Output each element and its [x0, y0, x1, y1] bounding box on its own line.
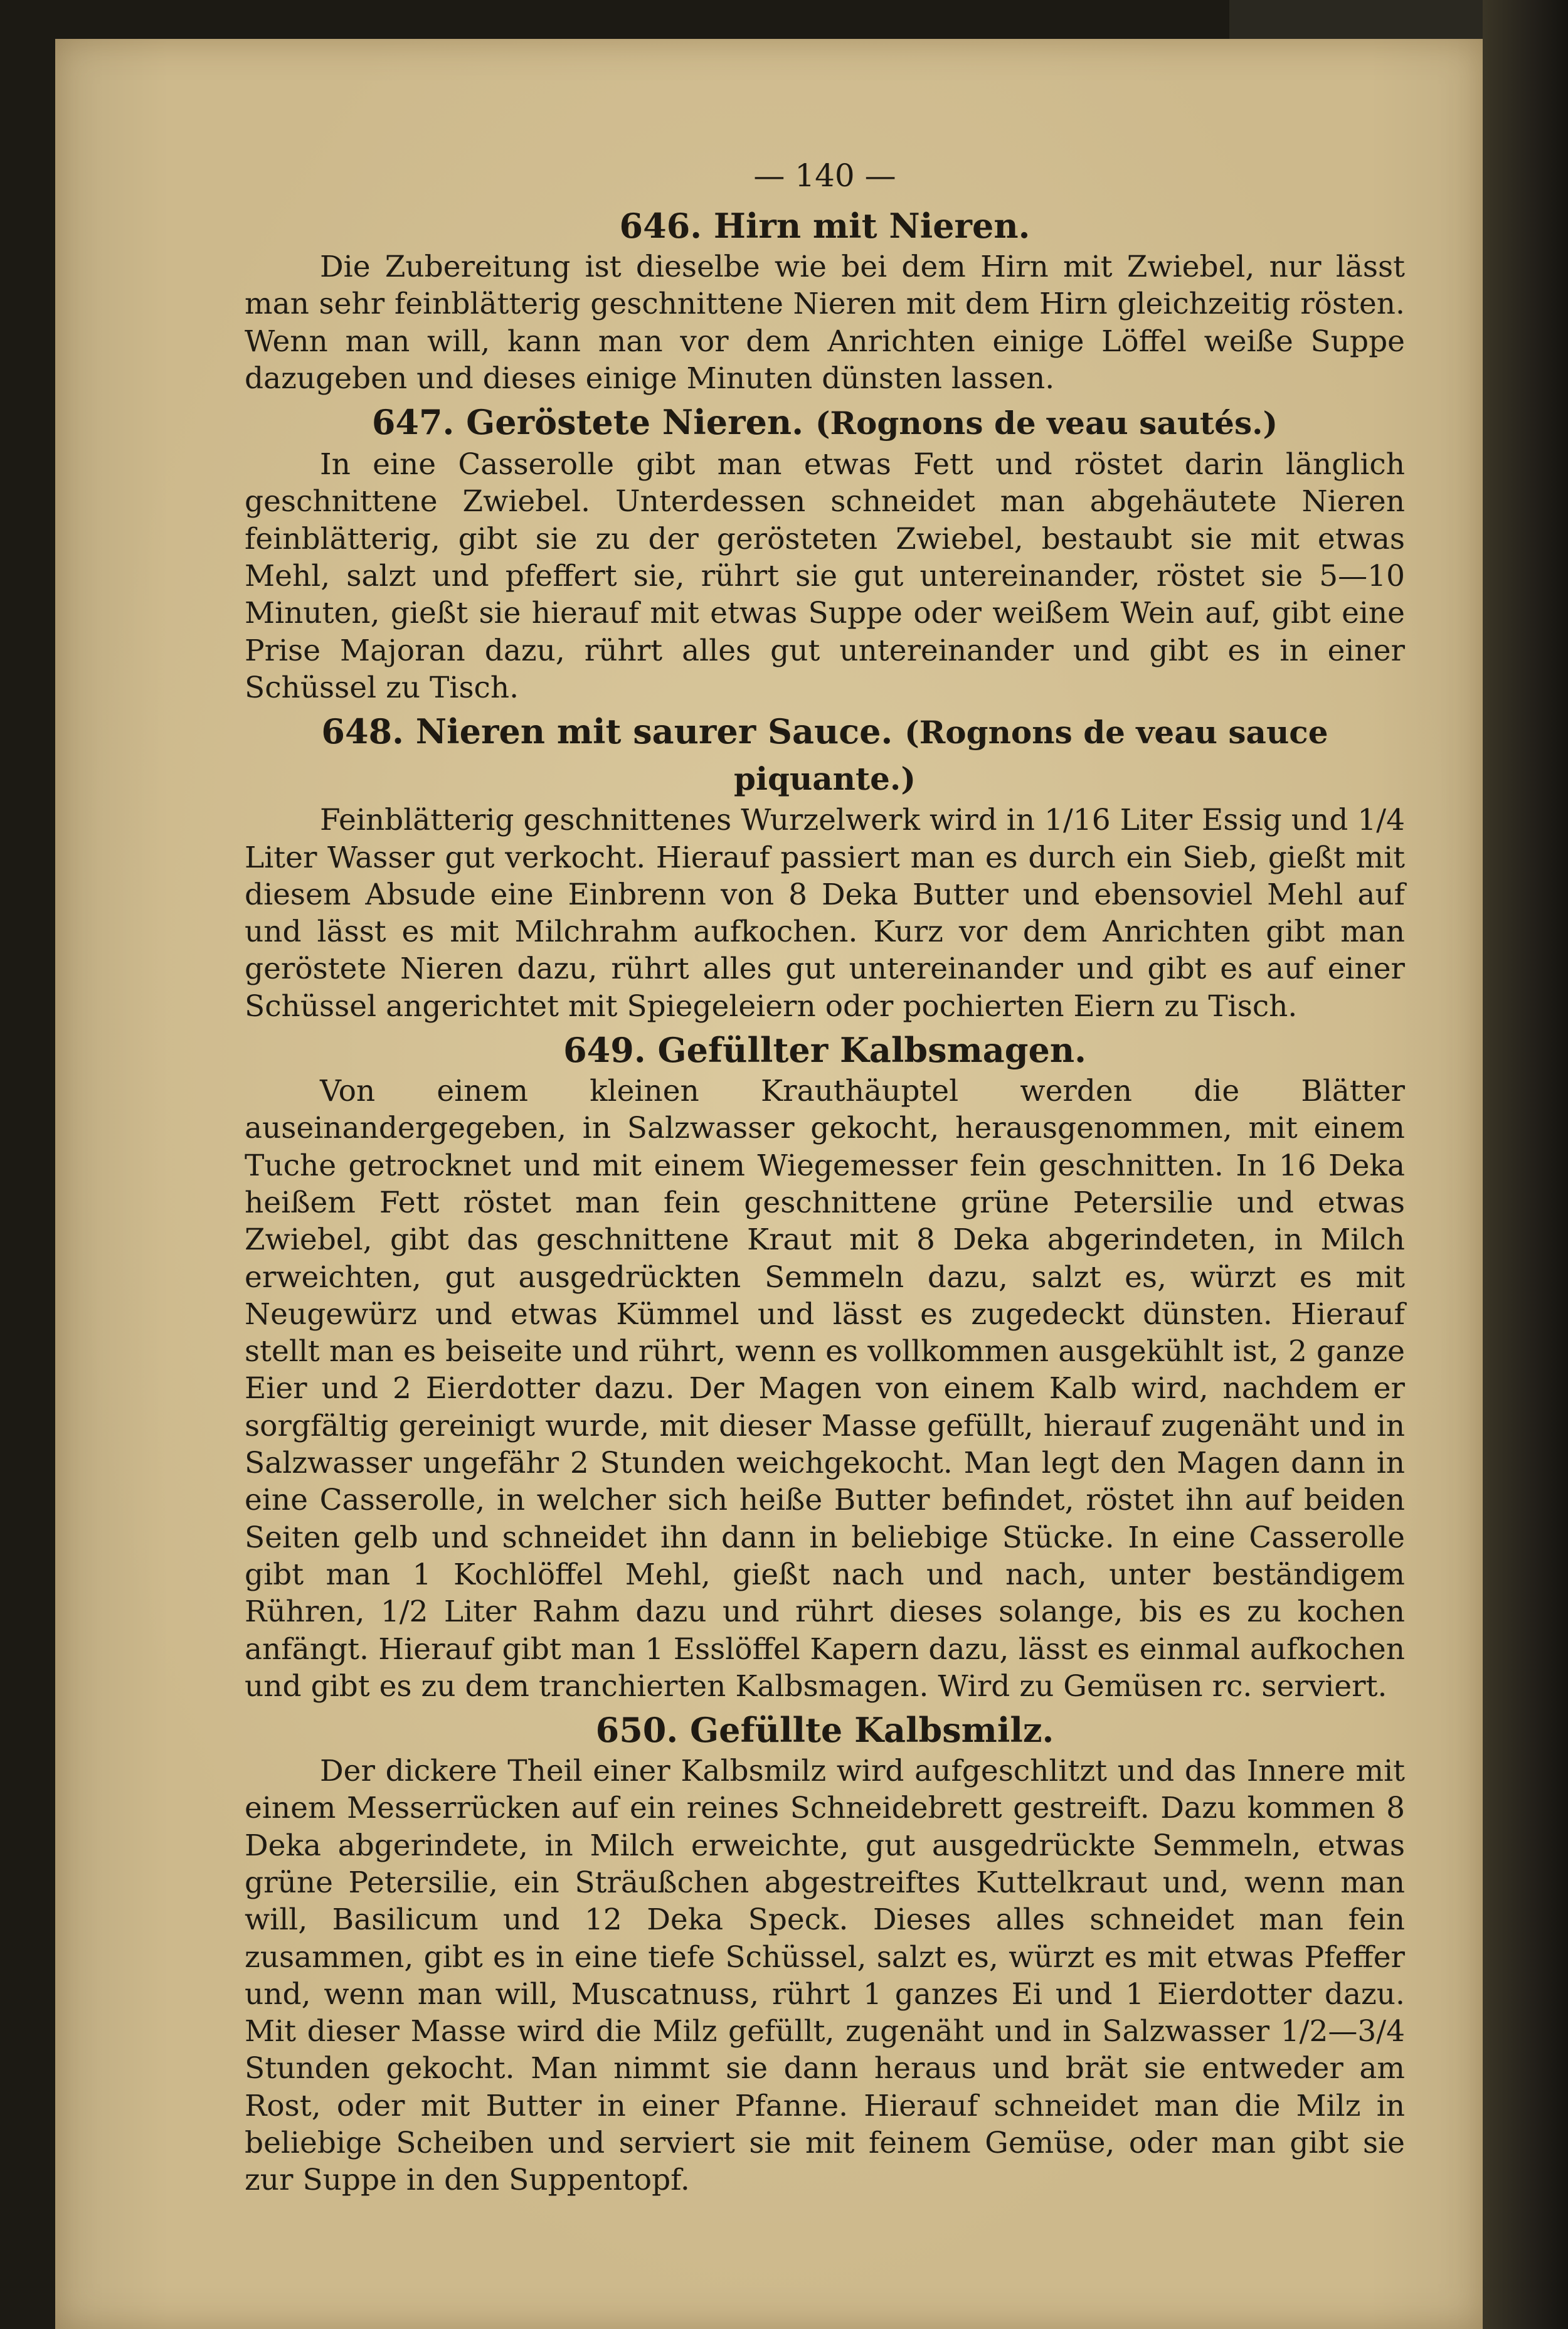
recipe-number: 649.	[563, 1030, 646, 1071]
page-number: — 140 —	[753, 157, 896, 194]
recipe-text: Feinblätterig geschnittenes Wurzelwerk wird in 1/16 Liter Essig und 1/4 Liter Wasser gut verkocht. Hierauf passiert man es durch ein Sieb, gießt mit diesem Absude eine Einbrenn von 8 Deka Butter und ebensoviel Mehl auf und lässt es mit Milchrahm aufkochen. Kurz vor dem Anrichten gibt man geröstete Nieren dazu, rührt alles gut untereinander und gibt es auf einer Schüssel angerichtet mit Spiegeleiern oder pochierten Eiern zu Tisch.	[245, 803, 1405, 1024]
recipe-name: Nieren mit saurer Sauce.	[415, 711, 893, 752]
recipe-title	[245, 709, 1405, 802]
recipe-title	[245, 1707, 1405, 1753]
recipe-french-name: (Rognons de veau sautés.)	[815, 405, 1278, 442]
scan-edge-right	[1483, 0, 1568, 2329]
recipe-name: Gefüllter Kalbsmagen.	[657, 1030, 1086, 1071]
recipe-text: Von einem kleinen Krauthäuptel werden die Blätter auseinandergegeben, in Salzwasser gekocht, herausgenommen, mit einem Tuche getrocknet und mit einem Wiegemesser fein geschnitten. In 16 Deka heißem Fett röstet man fein geschnittene grüne Petersilie und etwas Zwiebel, gibt das geschnittene Kraut mit 8 Deka abgerindeten, in Milch erweichten, gut ausgedrückten Semmeln dazu, salzt es, würzt es mit Neugewürz und etwas Kümmel und lässt es zugedeckt dünsten. Hierauf stellt man es beiseite und rührt, wenn es vollkommen ausgekühlt ist, 2 ganze Eier und 2 Eierdotter dazu. Der Magen von einem Kalb wird, nachdem er sorgfältig gereinigt wurde, mit dieser Masse gefüllt, hierauf zugenäht und in Salzwasser ungefähr 2 Stunden weichgekocht. Man legt den Magen dann in eine Casserolle, in welcher sich heiße Butter befindet, röstet ihn auf beiden Seiten gelb und schneidet ihn dann in beliebige Stücke. In eine Casserolle gibt man 1 Kochlöffel Mehl, gießt nach und nach, unter beständigem Rühren, 1/2 Liter Rahm dazu und rührt dieses solange, bis es zu kochen anfängt. Hierauf gibt man 1 Esslöffel Kapern dazu, lässt es einmal aufkochen und gibt es zu dem tranchierten Kalbsmagen. Wird zu Gemüsen rc. serviert.	[245, 1074, 1405, 1704]
recipe-title	[245, 203, 1405, 248]
recipe-text: Die Zubereitung ist dieselbe wie bei dem Hirn mit Zwiebel, nur lässt man sehr feinblätterig geschnittene Nieren mit dem Hirn gleichzeitig rösten. Wenn man will, kann man vor dem Anrichten einige Löffel weiße Suppe dazugeben und dieses einige Minuten dünsten lassen.	[245, 250, 1405, 396]
recipe-number: 650.	[595, 1710, 679, 1751]
recipe-text: In eine Casserolle gibt man etwas Fett und röstet darin länglich geschnittene Zwiebel. Unterdessen schneidet man abgehäutete Nieren feinblätterig, gibt sie zu der gerösteten Zwiebel, bestaubt sie mit etwas Mehl, salzt und pfeffert sie, rührt sie gut untereinander, röstet sie 5—10 Minuten, gießt sie hierauf mit etwas Suppe oder weißem Wein auf, gibt eine Prise Majoran dazu, rührt alles gut untereinander und gibt es in einer Schüssel zu Tisch.	[245, 447, 1405, 705]
recipe-french-name: (Rognons de veau sauce piquante.)	[734, 714, 1328, 798]
recipe-name: Gefüllte Kalbsmilz.	[690, 1710, 1054, 1751]
page-text-block	[245, 151, 1405, 2199]
recipe-number: 646.	[619, 206, 702, 246]
recipe-name: Geröstete Nieren.	[466, 402, 803, 443]
recipe-text: Der dickere Theil einer Kalbsmilz wird aufgeschlitzt und das Innere mit einem Messerrücken auf ein reines Schneidebrett gestreift. Dazu kommen 8 Deka abgerindete, in Milch erweichte, gut ausgedrückte Semmeln, etwas grüne Petersilie, ein Sträußchen abgestreiftes Kuttelkraut und, wenn man will, Basilicum und 12 Deka Speck. Dieses alles schneidet man fein zusammen, gibt es in eine tiefe Schüssel, salzt es, würzt es mit etwas Pfeffer und, wenn man will, Muscatnuss, rührt 1 ganzes Ei und 1 Eierdotter dazu. Mit dieser Masse wird die Milz gefüllt, zugenäht und in Salzwasser 1/2—3/4 Stunden gekocht. Man nimmt sie dann heraus und brät sie entweder am Rost, oder mit Butter in einer Pfanne. Hierauf schneidet man die Milz in beliebige Scheiben und serviert sie mit feinem Gemüse, oder man gibt sie zur Suppe in den Suppentopf.	[245, 1754, 1405, 2198]
recipe-number: 648.	[321, 711, 404, 752]
scan-edge-top	[1229, 0, 1483, 39]
recipe-name: Hirn mit Nieren.	[713, 206, 1030, 246]
recipe-title	[245, 1027, 1405, 1073]
recipe-title	[245, 400, 1405, 446]
recipe-number: 647.	[371, 402, 455, 443]
